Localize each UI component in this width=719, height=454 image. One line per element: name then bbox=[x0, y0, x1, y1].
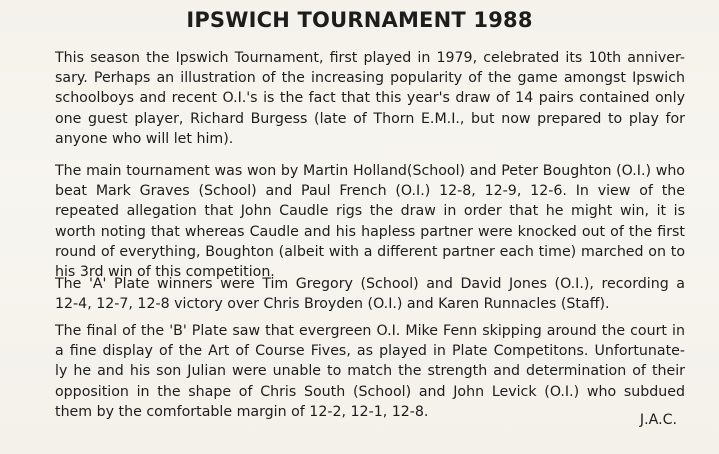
paragraph-a-plate bbox=[55, 274, 685, 314]
text-line: 12-4, 12-7, 12-8 victory over Chris Broyden (O.I.) and Karen Runnacles (Staff). bbox=[55, 296, 610, 313]
text-line: them by the comfortable margin of 12-2, 12-1, 12-8. bbox=[55, 403, 429, 420]
text-line: sary. Perhaps an illustration of the increasing popularity of the game amongst Ipswich bbox=[55, 70, 685, 87]
text-line: The final of the 'B' Plate saw that evergreen O.I. Mike Fenn skipping around the court in bbox=[55, 323, 685, 339]
text-line: beat Mark Graves (School) and Paul French (O.I.) 12-8, 12-9, 12-6. In view of the bbox=[55, 183, 685, 200]
text-line: The 'A' Plate winners were Tim Gregory (School) and David Jones (O.I.), recording a bbox=[55, 276, 685, 292]
text-line: The main tournament was won by Martin Holland(School) and Peter Boughton (O.I.) who bbox=[55, 163, 685, 179]
text-line: ly he and his son Julian were unable to match the strength and determination of their bbox=[55, 363, 685, 380]
author-signature: J.A.C. bbox=[639, 412, 677, 428]
paragraph-b-plate bbox=[55, 321, 685, 422]
text-line: anyone who will let him). bbox=[55, 130, 234, 147]
text-line: his 3rd win of this competition. bbox=[55, 264, 275, 281]
text-line: round of everything, Boughton (albeit with a different partner each time) marched on to bbox=[55, 243, 685, 260]
text-line: This season the Ipswich Tournament, first played in 1979, celebrated its 10th anniver- bbox=[55, 50, 685, 66]
text-line: opposition in the shape of Chris South (School) and John Levick (O.I.) who subdued bbox=[55, 383, 685, 400]
text-line: one guest player, Richard Burgess (late of Thorn E.M.I., but now prepared to play for bbox=[55, 110, 685, 127]
paragraph-main-tournament bbox=[55, 161, 685, 282]
text-line: repeated allegation that John Caudle rigs the draw in order that he might win, it is bbox=[55, 203, 685, 220]
text-line: worth noting that whereas Caudle and his hapless partner were knocked out of the first bbox=[55, 223, 685, 240]
paragraph-intro bbox=[55, 48, 685, 149]
text-line: schoolboys and recent O.I.'s is the fact that this year's draw of 14 pairs contained only bbox=[55, 90, 685, 107]
text-line: a fine display of the Art of Course Fives, as played in Plate Competitons. Unfortunate- bbox=[55, 343, 685, 360]
article-title: IPSWICH TOURNAMENT 1988 bbox=[186, 8, 533, 32]
